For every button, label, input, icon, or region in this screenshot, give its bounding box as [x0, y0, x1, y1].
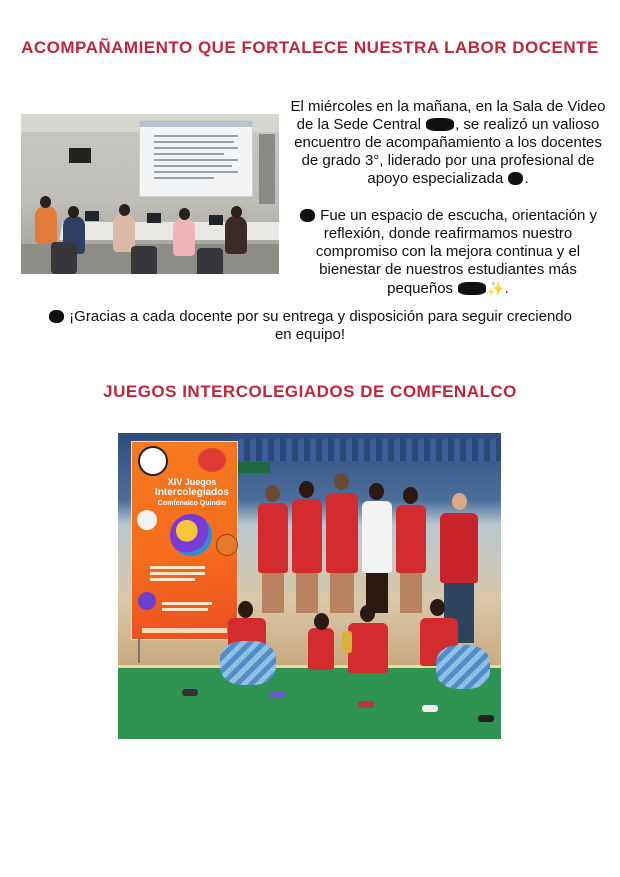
screen-text-line: [154, 135, 238, 137]
volleyball-icon: [137, 510, 157, 530]
paragraph-text-2a: Fue un espacio de escucha, orientación y reflexión, donde reafirmamos nuestro compromiso con la mejora continua y el bienestar de nuestros estudiantes más pequeños: [315, 207, 597, 297]
speech-bubble-emoji-icon: [300, 209, 315, 222]
player-head: [360, 605, 375, 622]
shoe: [358, 701, 374, 708]
banner-text-line: [162, 602, 212, 605]
paragraph-thanks: [40, 308, 580, 344]
banner-line-3: Comfenalco Quindío: [157, 500, 227, 507]
paragraph-text-1a: El miércoles en la mañana, en la Sala de Video de la Sede Central: [290, 98, 606, 133]
screen-text-line: [154, 141, 234, 143]
laptop: [147, 213, 161, 223]
screen-text-line: [154, 165, 232, 167]
team-photo: [118, 433, 501, 739]
player-head: [403, 487, 418, 504]
coach-head: [452, 493, 467, 510]
player-head: [430, 599, 445, 616]
screen-text-line: [154, 153, 224, 155]
player-kneeling: [348, 623, 388, 673]
bowling-ball-icon: [138, 592, 156, 610]
shoe: [270, 691, 286, 698]
teacher-head: [40, 196, 51, 208]
screen-text-line: [154, 159, 238, 161]
paragraph-meeting-description: [288, 98, 608, 188]
ball-bag: [436, 645, 490, 689]
coach-figure: [440, 513, 478, 583]
player-standing: [326, 493, 358, 573]
player-standing: [362, 501, 392, 573]
sparkle-emoji-icon: ✨: [487, 280, 505, 296]
laptop: [85, 211, 99, 221]
teacher-figure: [225, 216, 247, 254]
chair: [51, 242, 77, 274]
paragraph-text-1c: .: [524, 170, 529, 187]
clapping-emoji-icon: [49, 310, 64, 323]
player-legs: [400, 573, 422, 613]
paragraph-meeting-reflection: [288, 207, 608, 298]
banner-text-line: [150, 572, 205, 575]
player-head: [299, 481, 314, 498]
player-standing: [292, 499, 322, 573]
banner-line-1: XIV Juegos: [167, 477, 217, 487]
projection-screen: [139, 120, 253, 197]
shoe: [182, 689, 198, 696]
children-emoji-icon: [458, 282, 486, 295]
wall-tv: [69, 148, 91, 163]
chair: [131, 246, 157, 274]
player-head: [369, 483, 384, 500]
ball-bag: [220, 641, 276, 685]
paragraph-text-3: ¡Gracias a cada docente por su entrega y disposición para seguir creciendo en equipo!: [65, 308, 572, 343]
player-standing: [396, 505, 426, 573]
player-legs: [330, 573, 354, 613]
banner-text-line: [150, 578, 195, 581]
player-legs: [262, 573, 284, 613]
teacher-figure: [35, 206, 57, 244]
screen-text-line: [154, 177, 214, 179]
paragraph-text-2b: .: [504, 280, 509, 297]
basketball-icon: [216, 534, 238, 556]
paragraph-text-1b: , se realizó un valioso encuentro de acompañamiento a los docentes de grado 3°, liderado por una profesional de apoyo especializada: [294, 116, 602, 187]
shoe: [422, 705, 438, 712]
player-kneeling: [308, 628, 334, 670]
teacher-figure: [173, 218, 195, 256]
soccer-ball-icon: [138, 446, 168, 476]
chair: [197, 248, 223, 274]
banner-line-2: Intercolegiados: [155, 487, 229, 498]
player-head: [314, 613, 329, 630]
screen-text-line: [154, 147, 238, 149]
screen-toolbar: [140, 121, 252, 127]
door: [259, 134, 275, 204]
heart-emoji-icon: [508, 172, 523, 185]
scoreboard: [236, 462, 270, 473]
banner-text-line: [150, 566, 205, 569]
building-emoji-icon: [426, 118, 454, 131]
screen-text-line: [154, 171, 238, 173]
banner-sponsor-strip: [142, 628, 227, 633]
player-standing: [258, 503, 288, 573]
teacher-head: [179, 208, 190, 220]
ping-pong-paddle-icon: [198, 448, 226, 472]
balls-cluster-icon: [170, 514, 212, 556]
trophy: [342, 631, 352, 653]
player-legs: [296, 573, 318, 613]
teacher-head: [231, 206, 242, 218]
player-head: [334, 473, 349, 490]
laptop: [209, 215, 223, 225]
article-title-acompanamiento: ACOMPAÑAMIENTO QUE FORTALECE NUESTRA LABOR DOCENTE: [21, 38, 599, 57]
stadium-seats: [238, 439, 501, 461]
shoe: [478, 715, 494, 722]
teacher-head: [119, 204, 130, 216]
article-title-juegos: JUEGOS INTERCOLEGIADOS DE COMFENALCO: [103, 382, 517, 401]
teacher-head: [68, 206, 79, 218]
meeting-photo: [21, 114, 279, 274]
event-banner: [131, 441, 238, 640]
banner-text-line: [162, 608, 208, 611]
player-head: [265, 485, 280, 502]
player-head: [238, 601, 253, 618]
